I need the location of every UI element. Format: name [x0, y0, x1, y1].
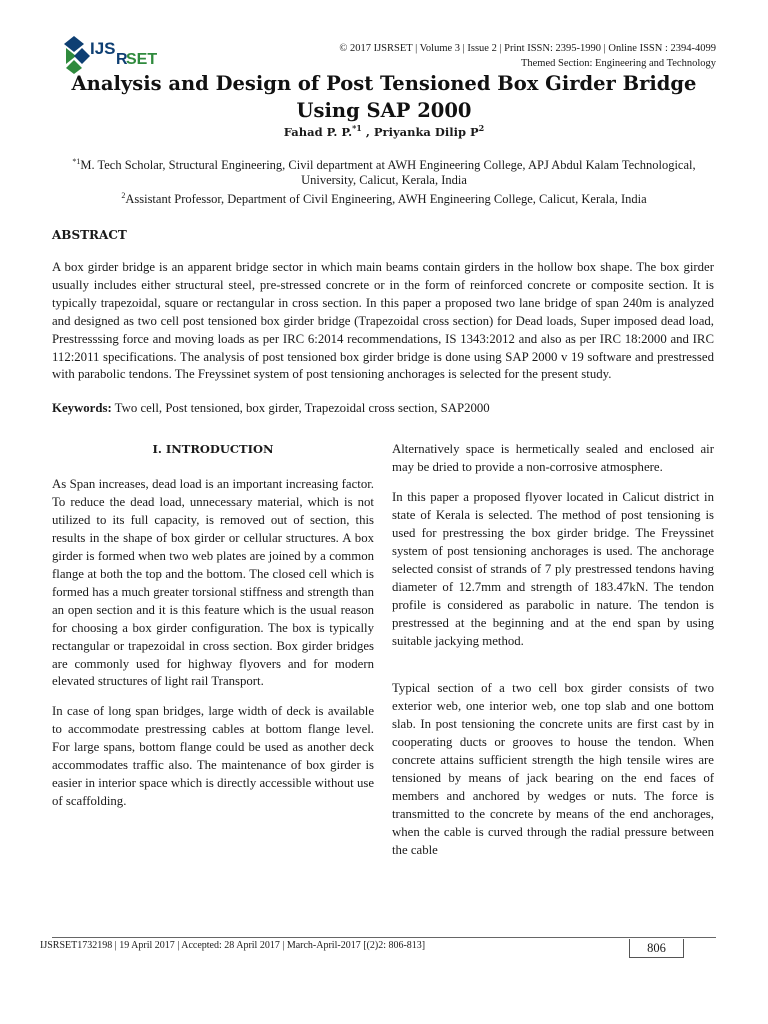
- page-number: 806: [629, 939, 684, 958]
- affiliation-2-text: Assistant Professor, Department of Civil Engineering, AWH Engineering College, Calicut, Kerala, India: [125, 192, 647, 207]
- intro-paragraph-4: In this paper a proposed flyover located in Calicut district in state of Kerala is selected. The method of post tensioning is used for prestressing the box girder bridge. The Freyssinet system of post tensioning anchorages is used. The anchorage selected consist of strands of 7 ply prestressed tendons having diameter of 12.7mm and strength of 183.47kN. The tendon profile is considered as parabolic in nature. The tendon is prestressed at the beginning and at the end span by using suitable jackying method.: [392, 489, 714, 648]
- abstract-heading: ABSTRACT: [52, 228, 127, 242]
- left-column: [52, 476, 374, 811]
- footer-citation: IJSRSET1732198 | 19 April 2017 | Accepted: 28 April 2017 | March-April-2017 [(2)2: 806-813]: [40, 940, 426, 951]
- affiliation-1: [60, 154, 708, 188]
- themed-section: Themed Section: Engineering and Technology: [520, 58, 716, 69]
- abstract-body: A box girder bridge is an apparent bridge sector in which main beams contain girders in the hollow box shape. The box girder usually includes either structural steel, pre-stressed concrete or in the form of reinforced concrete or composite section. It is typically trapezoidal, square or rectangular in cross section. In this paper a proposed two lane bridge of span 240m is analyzed and designed as two cell post tensioned box girder bridge (Trapezoidal cross section) for Dead loads, Super imposed dead load, Prestresssing force and moving loads as per IRC 6:2014 recommendations, IS 1343:2012 and also as per IRC 18:2000 and IRC 112:2011 specifications. The analysis of post tensioned box girder bridge is done using SAP 2000 v 19 software and prestressed with parabolic tendons. The Freyssinet system of post tensioning anchorages is selected for the present study.: [52, 260, 714, 382]
- footer-rule: [52, 937, 716, 938]
- author-1: Fahad P. P.: [283, 124, 353, 139]
- affiliation-2-marker: 2: [121, 191, 126, 200]
- author-line: [40, 123, 728, 139]
- author-2: Priyanka Dilip P: [373, 124, 479, 139]
- logo-mark: [64, 36, 90, 74]
- keywords: [52, 400, 714, 418]
- logo-text-set: R: [116, 51, 128, 68]
- intro-paragraph-2: In case of long span bridges, large width of deck is available to accommodate prestressing cables at bottom flange level. For large spans, bottom flange could be used as another deck accommodates traffic also. The maintenance of box girder is easier in interior space which is directly accessible without use of scaffolding.: [52, 704, 374, 809]
- author-1-marker: *1: [352, 123, 362, 133]
- right-column: [392, 441, 714, 860]
- journal-header-meta: [339, 41, 716, 71]
- author-2-marker: 2: [478, 123, 485, 133]
- author-separator: ,: [361, 124, 374, 139]
- journal-citation: © 2017 IJSRSET | Volume 3 | Issue 2 | Print ISSN: 2395-1990 | Online ISSN : 2394-4099: [339, 43, 716, 54]
- affiliation-2: [60, 188, 708, 207]
- affiliation-1-marker: *1: [72, 157, 81, 166]
- affiliation-1-text: M. Tech Scholar, Structural Engineering, Civil department at AWH Engineering College, APJ Abdul Kalam Technological, University, Calicut, Kerala, India: [80, 158, 696, 188]
- section-heading-introduction: I. INTRODUCTION: [152, 442, 274, 456]
- logo-text-set2: SET: [126, 51, 158, 68]
- keywords-label: Keywords:: [52, 401, 112, 415]
- logo-text-ijs: IJS: [90, 39, 116, 58]
- keywords-list: Two cell, Post tensioned, box girder, Trapezoidal cross section, SAP2000: [111, 401, 490, 415]
- intro-paragraph-3: Alternatively space is hermetically sealed and enclosed air may be dried to provide a non-corrosive atmosphere.: [392, 442, 714, 474]
- paper-title: Analysis and Design of Post Tensioned Box Girder Bridge Using SAP 2000: [71, 72, 697, 122]
- intro-paragraph-1: As Span increases, dead load is an important increasing factor. To reduce the dead load, unnecessary material, which is not utilized to its full capacity, is removed out of section, this results in the shape of box girder or cellular structures. A box girder is formed when two web plates are joined by a common flange at both the top and the bottom. The closed cell which is formed has a much greater torsional stiffness and strength than an open section and it is this feature which is the usual reason for choosing a box girder configuration. The box is typically rectangular or trapezoidal in cross section. Box girder bridges are commonly used for highway flyovers and for modern elevated structures of light rail Transport.: [52, 477, 374, 689]
- intro-paragraph-5: Typical section of a two cell box girder consists of two exterior web, one interior web, one top slab and one bottom slab. In post tensioning the concrete units are first cast by in cooperating ducts or grooves to house the tendon. When concrete attains sufficient strength the high tensile wires are tensioned by means of jack bearing on the end faces of members and anchored by wedges or nuts. The force is transmitted to the concrete by means of the end anchorages, when the cable is curved through the radial pressure between the cable: [392, 681, 714, 858]
